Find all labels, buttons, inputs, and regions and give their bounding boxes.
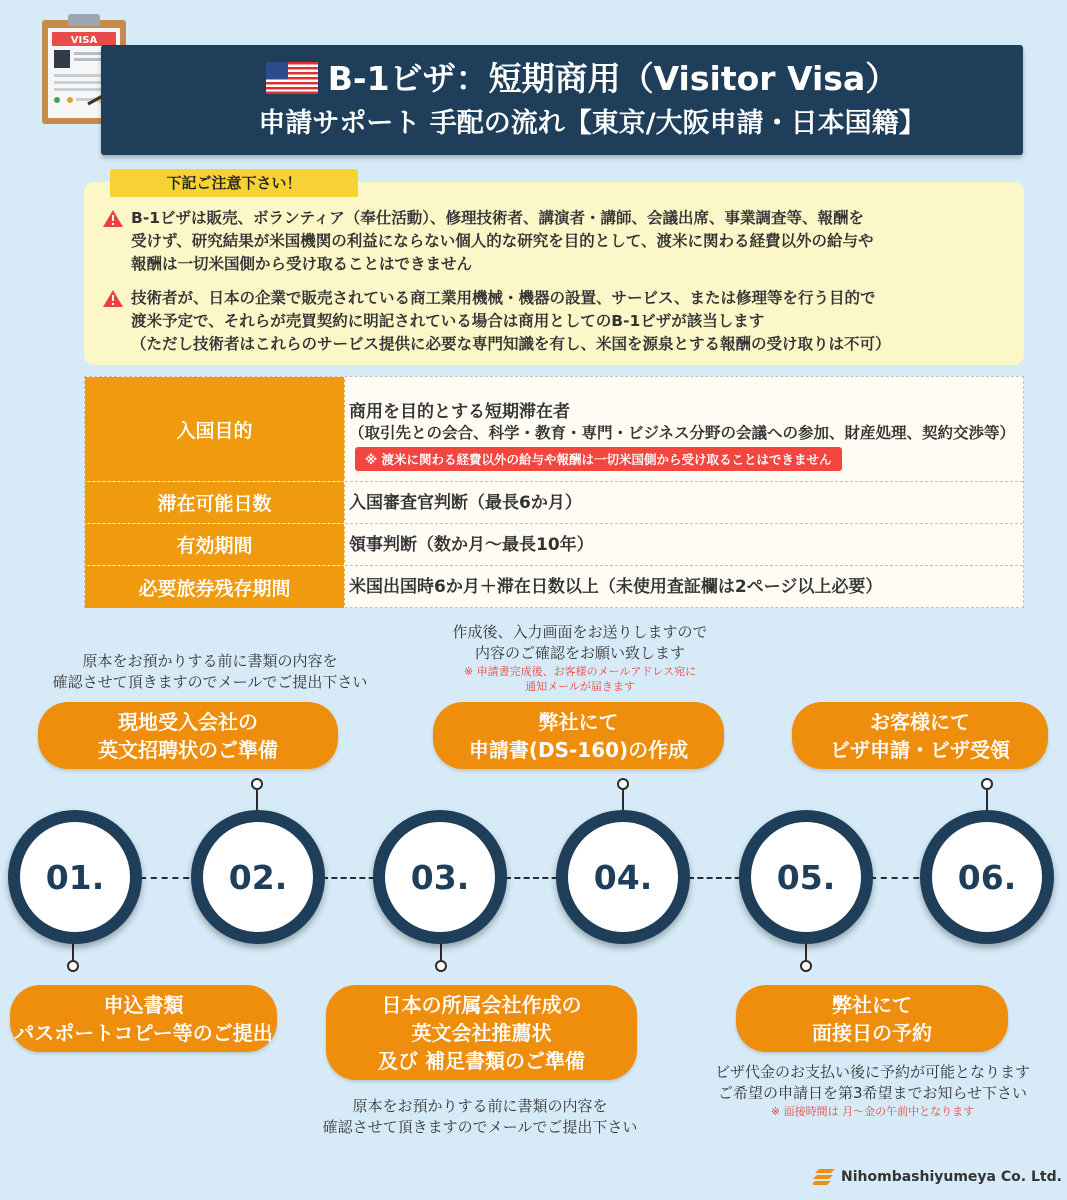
note-line: ご希望の申請日を第3希望までお知らせ下さい: [717, 1084, 1028, 1102]
step-dot: [617, 778, 629, 790]
box-line: 英文会社推薦状: [411, 1020, 552, 1045]
step-circle-04: [556, 810, 690, 944]
step-dot: [435, 960, 447, 972]
purpose-warning-pill: ※ 渡米に関わる経費以外の給与や報酬は一切米国側から受け取ることはできません: [355, 447, 842, 471]
note-line: 原本をお預かりする前に書類の内容を: [82, 652, 338, 670]
note-line: 原本をお預かりする前に書類の内容を: [352, 1097, 608, 1115]
box-line: お客様にて: [870, 709, 970, 734]
notice-line: 受けず、研究結果が米国機関の利益にならない個人的な研究を目的として、渡米に関わる経費以外の給与や: [131, 232, 874, 250]
table-row: [85, 377, 1023, 482]
step-circle-05: [739, 810, 873, 944]
step-dot: [251, 778, 263, 790]
notice-line: B-1ビザは販売、ボランティア（奉仕活動）、修理技術者、講演者・講師、会議出席、事業調査等、報酬を: [131, 209, 865, 227]
note-line: 確認させて頂きますのでメールでご提出下さい: [322, 1118, 638, 1136]
step-dot: [67, 960, 79, 972]
box-line: 及び 補足書類のご準備: [378, 1048, 585, 1073]
notice-item: [103, 287, 1008, 356]
company-name: Nihombashiyumeya Co. Ltd.: [841, 1169, 1062, 1185]
table-row: [85, 524, 1023, 566]
step-02-note: [10, 651, 410, 693]
company-logo: [813, 1169, 1062, 1185]
page-title-line: [101, 59, 1023, 99]
step-dot: [981, 778, 993, 790]
step-03-box: [326, 985, 637, 1080]
box-line: 弊社にて: [832, 992, 912, 1017]
page-title: B-1ビザ：短期商用（Visitor Visa）: [327, 59, 899, 98]
step-06-box: [792, 702, 1048, 769]
box-line: 弊社にて: [538, 709, 619, 734]
step-number: 06.: [932, 822, 1042, 932]
note-red-line: ※ 面接時間は 月～金の午前中となります: [770, 1105, 975, 1118]
box-line: 現地受入会社の: [118, 709, 258, 734]
step-number: 04.: [568, 822, 678, 932]
box-line: 申請書(DS-160)の作成: [468, 737, 689, 762]
notice-line: 技術者が、日本の企業で販売されている商工業用機械・機器の設置、サービス、または修理等を行う目的で: [131, 289, 876, 307]
step-03-note: [280, 1096, 680, 1138]
purpose-main: 商用を目的とする短期滞在者: [349, 402, 570, 422]
company-logo-icon: [813, 1169, 835, 1185]
box-line: パスポートコピー等のご提出: [14, 1020, 273, 1045]
visa-info-table: [84, 376, 1024, 608]
note-line: 内容のご確認をお願い致します: [474, 644, 685, 662]
title-banner: [101, 45, 1023, 155]
table-row-value: 領事判断（数か月～最長10年）: [349, 535, 594, 555]
step-number: 02.: [203, 822, 313, 932]
step-04-box: [433, 702, 724, 769]
warning-icon: [103, 290, 123, 307]
page-subtitle: 申請サポート 手配の流れ【東京/大阪申請・日本国籍】: [258, 108, 926, 139]
note-line: 作成後、入力画面をお送りしますので: [452, 623, 708, 641]
us-flag-icon: [266, 62, 318, 94]
table-row-value: 米国出国時6か月＋滞在日数以上（未使用査証欄は2ページ以上必要）: [349, 577, 883, 597]
step-circle-02: [191, 810, 325, 944]
step-05-note: [680, 1062, 1065, 1119]
note-red-line: 通知メールが届きます: [525, 680, 635, 693]
table-row: [85, 482, 1023, 524]
step-number: 01.: [20, 822, 130, 932]
notice-line: 報酬は一切米国側から受け取ることはできません: [131, 255, 473, 273]
table-row: [85, 566, 1023, 608]
step-01-box: [10, 985, 277, 1052]
step-circle-01: [8, 810, 142, 944]
note-red-line: ※ 申請書完成後、お客様のメールアドレス宛に: [463, 665, 697, 678]
step-02-box: [38, 702, 338, 769]
notice-line: （ただし技術者はこれらのサービス提供に必要な専門知識を有し、米国を源泉とする報酬の受け取りは不可）: [131, 335, 891, 353]
warning-icon: [103, 210, 123, 227]
visa-card-label: VISA: [70, 35, 98, 46]
note-line: ビザ代金のお支払い後に予約が可能となります: [714, 1063, 1030, 1081]
box-line: ビザ申請・ビザ受領: [830, 737, 1010, 762]
table-row-label: 滞在可能日数: [85, 482, 345, 523]
purpose-detail: （取引先との会合、科学・教育・専門・ビジネス分野の会議への参加、財産処理、契約交渉等）: [349, 424, 1016, 442]
step-05-box: [736, 985, 1008, 1052]
box-line: 英文招聘状のご準備: [98, 737, 278, 762]
table-row-label: 入国目的: [85, 377, 345, 481]
box-line: 日本の所属会社作成の: [381, 992, 582, 1017]
box-line: 面接日の予約: [812, 1020, 932, 1045]
step-04-note: [380, 622, 780, 694]
table-row-value: 入国審査官判断（最長6か月）: [349, 493, 582, 513]
table-row-label: 必要旅券残存期間: [85, 566, 345, 608]
notice-tag: 下記ご注意下さい！: [110, 169, 358, 197]
step-circle-06: [920, 810, 1054, 944]
step-number: 03.: [385, 822, 495, 932]
notice-line: 渡米予定で、それらが売買契約に明記されている場合は商用としてのB-1ビザが該当します: [131, 312, 765, 330]
note-line: 確認させて頂きますのでメールでご提出下さい: [52, 673, 368, 691]
table-row-label: 有効期間: [85, 524, 345, 565]
step-number: 05.: [751, 822, 861, 932]
step-circle-03: [373, 810, 507, 944]
step-dot: [800, 960, 812, 972]
box-line: 申込書類: [103, 992, 184, 1017]
notice-item: [103, 207, 1003, 276]
